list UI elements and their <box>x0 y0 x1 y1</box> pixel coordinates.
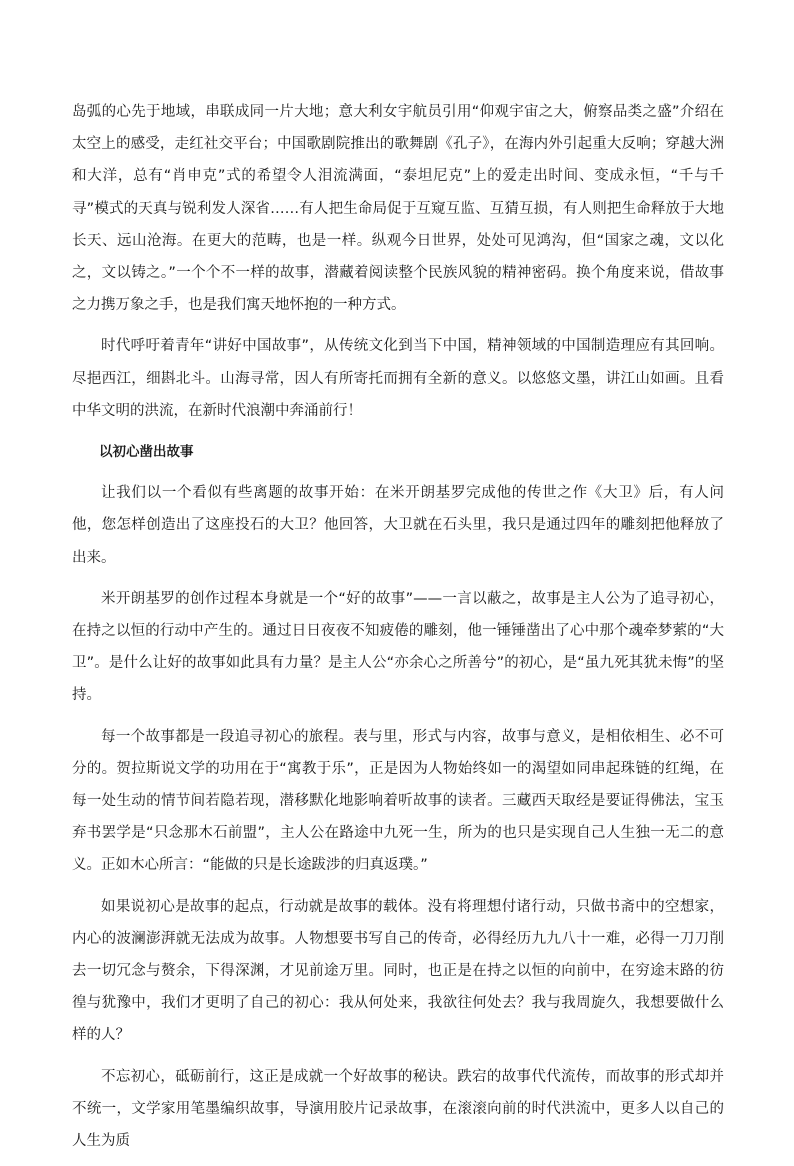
paragraph: 不忘初心，砥砺前行，这正是成就一个好故事的秘诀。跌宕的故事代代流传，而故事的形式却并不统一，文学家用笔墨编织故事，导演用胶片记录故事，在滚滚向前的时代洪流中，更多人以自己的人生为质 <box>72 1068 724 1150</box>
paragraph: 米开朗基罗的创作过程本身就是一个“好的故事”——一言以蔽之，故事是主人公为了追寻初心，在持之以恒的行动中产生的。通过日日夜夜不知疲倦的雕刻，他一锤锤凿出了心中那个魂牵梦萦的“大卫”。是什么让好的故事如此具有力量？是主人公“亦余心之所善兮”的初心，是“虽九死其犹未悔”的坚持。 <box>72 590 724 704</box>
paragraph: 时代呼吁着青年“讲好中国故事”，从传统文化到当下中国，精神领域的中国制造理应有其回响。尽挹西江，细斟北斗。山海寻常，因人有所寄托而拥有全新的意义。以悠悠文墨，讲江山如画。且看中华文明的洪流，在新时代浪潮中奔涌前行！ <box>72 338 724 419</box>
article-body <box>72 96 724 1166</box>
paragraph-continuation: 岛弧的心先于地域，串联成同一片大地；意大利女宇航员引用“仰观宇宙之大，俯察品类之盛”介绍在太空上的感受，走红社交平台；中国歌剧院推出的歌舞剧《孔子》，在海内外引起重大反响；穿越大洲和大洋，总有“肖申克”式的希望令人泪流满面，“泰坦尼克”上的爱走出时间、变成永恒，“千与千寻”模式的天真与锐利发人深省……有人把生命局促于互窥互监、互猜互损，有人则把生命释放于大地长天、远山沧海。在更大的范畴，也是一样。纵观今日世界，处处可见鸿沟，但“国家之魂，文以化之，文以铸之。”一个个不一样的故事，潜藏着阅读整个民族风貌的精神密码。换个角度来说，借故事之力携万象之手，也是我们寓天地怀抱的一种方式。 <box>72 104 724 314</box>
paragraph: 如果说初心是故事的起点，行动就是故事的载体。没有将理想付诸行动，只做书斋中的空想家，内心的波澜澎湃就无法成为故事。人物想要书写自己的传奇，必得经历九九八十一难，必得一刀刀削去一切冗念与赘余，下得深渊，才见前途万里。同时，也正是在持之以恒的向前中，在穷途末路的彷徨与犹豫中，我们才更明了自己的初心：我从何处来，我欲往何处去？我与我周旋久，我想要做什么样的人？ <box>72 898 724 1044</box>
section-heading: 以初心凿出故事 <box>99 444 194 461</box>
paragraph: 让我们以一个看似有些离题的故事开始：在米开朗基罗完成他的传世之作《大卫》后，有人问他，您怎样创造出了这座投石的大卫？他回答，大卫就在石头里，我只是通过四年的雕刻把他释放了出来。 <box>72 485 724 566</box>
paragraph: 每一个故事都是一段追寻初心的旅程。表与里，形式与内容，故事与意义，是相依相生、必不可分的。贺拉斯说文学的功用在于“寓教于乐”，正是因为人物始终如一的渴望如同串起珠链的红绳，在每一处生动的情节间若隐若现，潜移默化地影响着听故事的读者。三藏西天取经是要证得佛法，宝玉弃书罢学是“只念那木石前盟”，主人公在路途中九死一生，所为的也只是实现自己人生独一无二的意义。正如木心所言：“能做的只是长途跋涉的归真返璞。” <box>72 728 724 874</box>
